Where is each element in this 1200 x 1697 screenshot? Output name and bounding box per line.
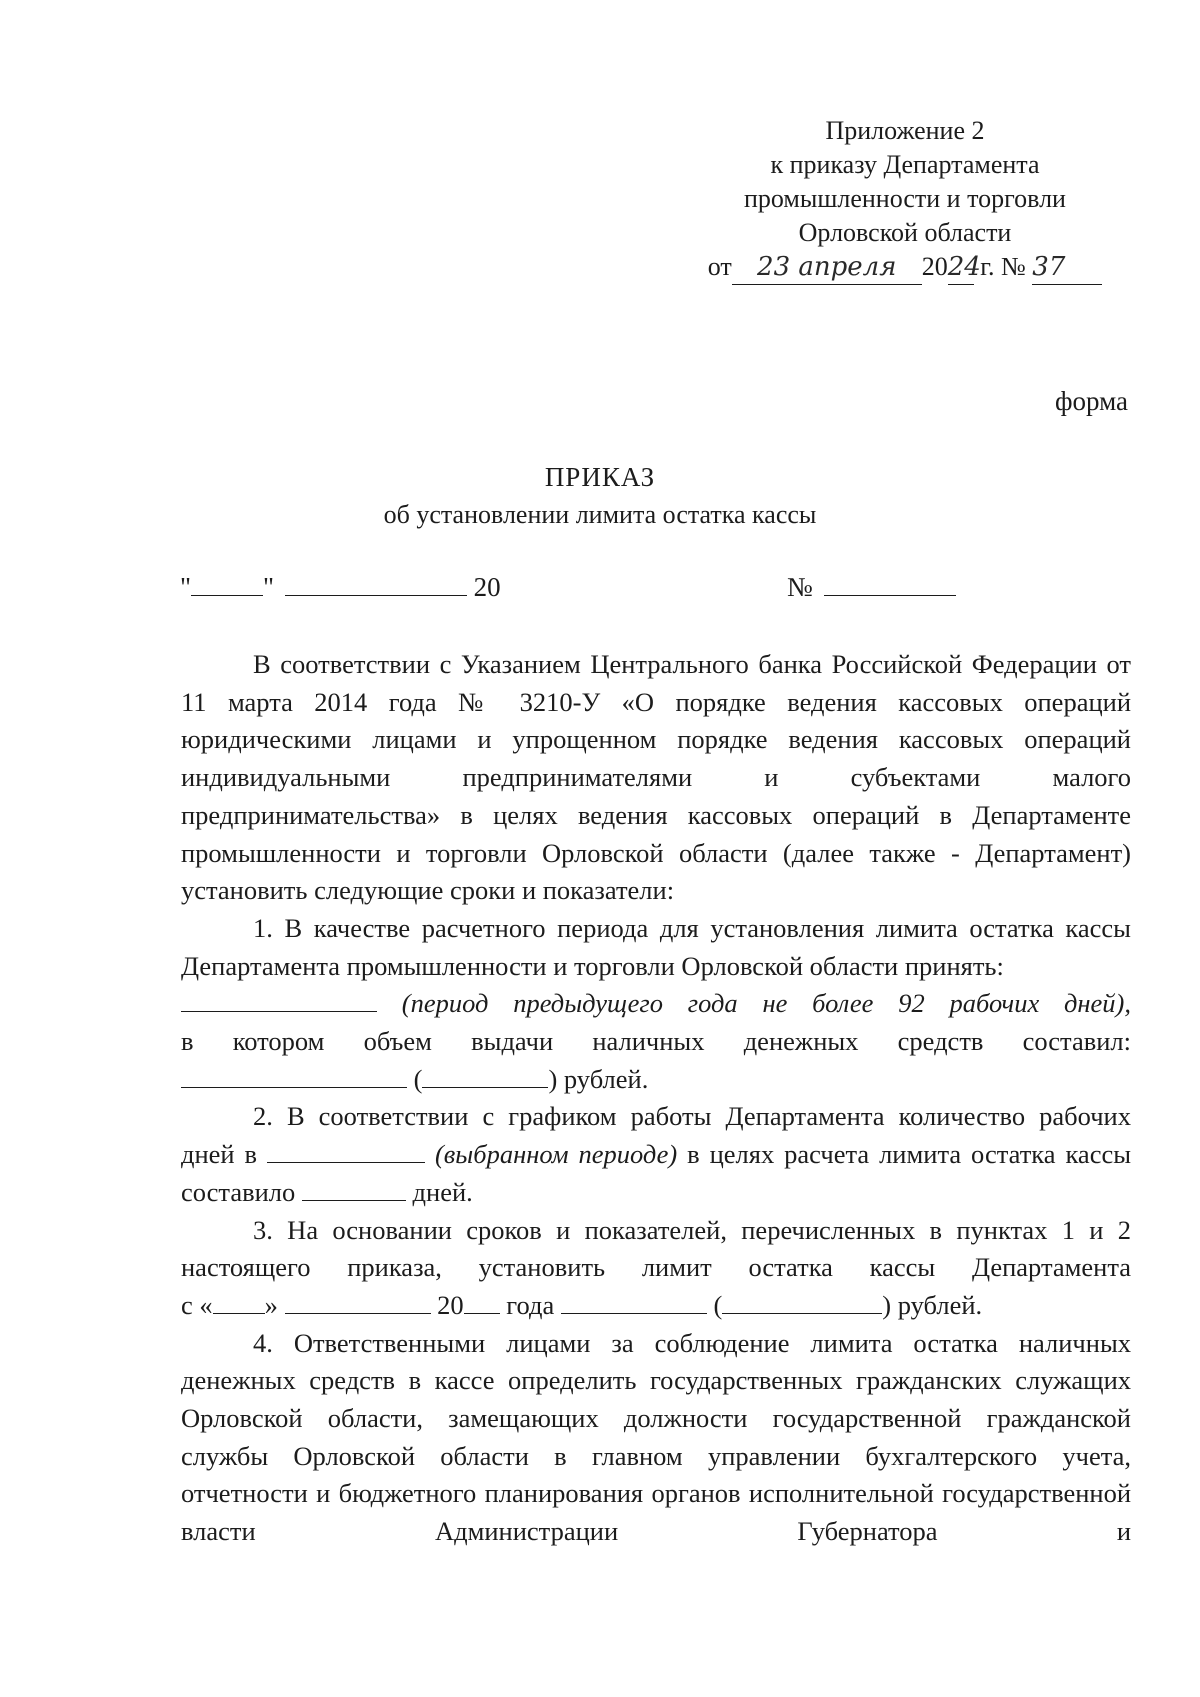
item-2-paragraph: [181, 1098, 1131, 1211]
form-label: форма: [1055, 386, 1128, 416]
appendix-department: промышленности и торговли: [744, 184, 1066, 213]
limit-rub: ) рублей.: [882, 1289, 983, 1320]
item-2-period-note: (выбранном периоде): [434, 1139, 678, 1170]
appendix-header: [690, 114, 1120, 285]
amount-words-blank: [422, 1086, 548, 1088]
limit-year-blank: [464, 1312, 500, 1314]
limit-year: 20: [437, 1289, 464, 1320]
amount-blank: [181, 1086, 407, 1088]
intro-paragraph: В соответствии с Указанием Центрального банка Российской Федерации от 11 марта 2014 года № 3210-У «О порядке ведения кассовых операций юридическими лицами и упрощенном порядке ведения кассовых операций индивидуальными предпринимателями и субъектами малого предпринимательства» в целях ведения кассовых операций в Департаменте промышленности и торговли Орловской области (далее также - Департамент) установить следующие сроки и показатели:: [181, 649, 1131, 906]
handwritten-year: 24: [948, 250, 974, 285]
period-note: (период предыдущего года не более 92 рабочих дней),: [401, 988, 1131, 1019]
appendix-label: Приложение 2: [825, 116, 985, 145]
item-1-period-line: [181, 985, 1131, 1023]
appendix-order-ref: к приказу Департамента: [770, 150, 1040, 179]
month-blank: [285, 594, 467, 596]
document-title: ПРИКАЗ: [544, 462, 656, 492]
number-sign: №: [787, 572, 813, 602]
day-blank: [191, 594, 263, 596]
order-year: 20: [473, 572, 501, 602]
item-2-days: дней.: [412, 1176, 473, 1207]
limit-amount-blank: [561, 1312, 707, 1314]
limit-month-blank: [285, 1312, 431, 1314]
handwritten-number: 37: [1032, 250, 1102, 285]
handwritten-date: 23 апреля: [732, 250, 922, 285]
date-prefix: от: [707, 252, 732, 281]
year-prefix: 20: [921, 252, 948, 281]
period-blank: [181, 1010, 377, 1012]
item-2-text-a: 2. В соответствии с графиком работы Департамента количество рабочих дней в: [181, 1101, 1131, 1170]
order-number-line: [787, 572, 956, 603]
amount-rub: ) рублей.: [548, 1063, 649, 1094]
item-4-paragraph: 4. Ответственными лицами за соблюдение лимита остатка наличных денежных средств в кассе определить государственных гражданских служащих Орловской области, замещающих должности государственной гражданской службы Орловской области в главном управлении бухгалтерского учета, отчетности и бюджетного планирования органов исполнительной государственной власти Администрации Губернатора и: [181, 1327, 1131, 1547]
date-quote-open: ": [180, 572, 192, 602]
appendix-date-line: [690, 250, 1120, 285]
limit-quote: »: [264, 1289, 278, 1320]
item-1-paragraph: 1. В качестве расчетного периода для установления лимита остатка кассы Департамента промышленности и торговли Орловской области принять:: [181, 912, 1131, 981]
item-3-limit-line: [181, 1287, 1131, 1325]
limit-from: с «: [181, 1289, 213, 1320]
limit-god: года: [506, 1289, 555, 1320]
order-body: [181, 646, 1131, 1551]
item-3-paragraph: 3. На основании сроков и показателей, перечисленных в пунктах 1 и 2 настоящего приказа, установить лимит остатка кассы Департамента: [181, 1214, 1131, 1283]
item-1-amount-line: [181, 1061, 1131, 1099]
item-2-text-b: в целях расчета лимита остатка кассы составило: [181, 1139, 1132, 1207]
days-blank: [302, 1199, 406, 1201]
limit-day-blank: [213, 1312, 265, 1314]
document-subtitle: об установлении лимита остатка кассы: [383, 500, 817, 529]
year-suffix: г. №: [980, 252, 1026, 281]
item-1-volume-line: в котором объем выдачи наличных денежных средств составил:: [181, 1026, 1131, 1057]
amount-paren: (: [413, 1063, 423, 1094]
selected-period-blank: [267, 1161, 425, 1163]
limit-words-blank: [722, 1312, 882, 1314]
appendix-region: Орловской области: [798, 218, 1012, 247]
order-date-line: [180, 572, 501, 603]
date-quote-close: ": [263, 572, 275, 602]
limit-paren: (: [713, 1289, 723, 1320]
number-blank: [824, 594, 956, 596]
